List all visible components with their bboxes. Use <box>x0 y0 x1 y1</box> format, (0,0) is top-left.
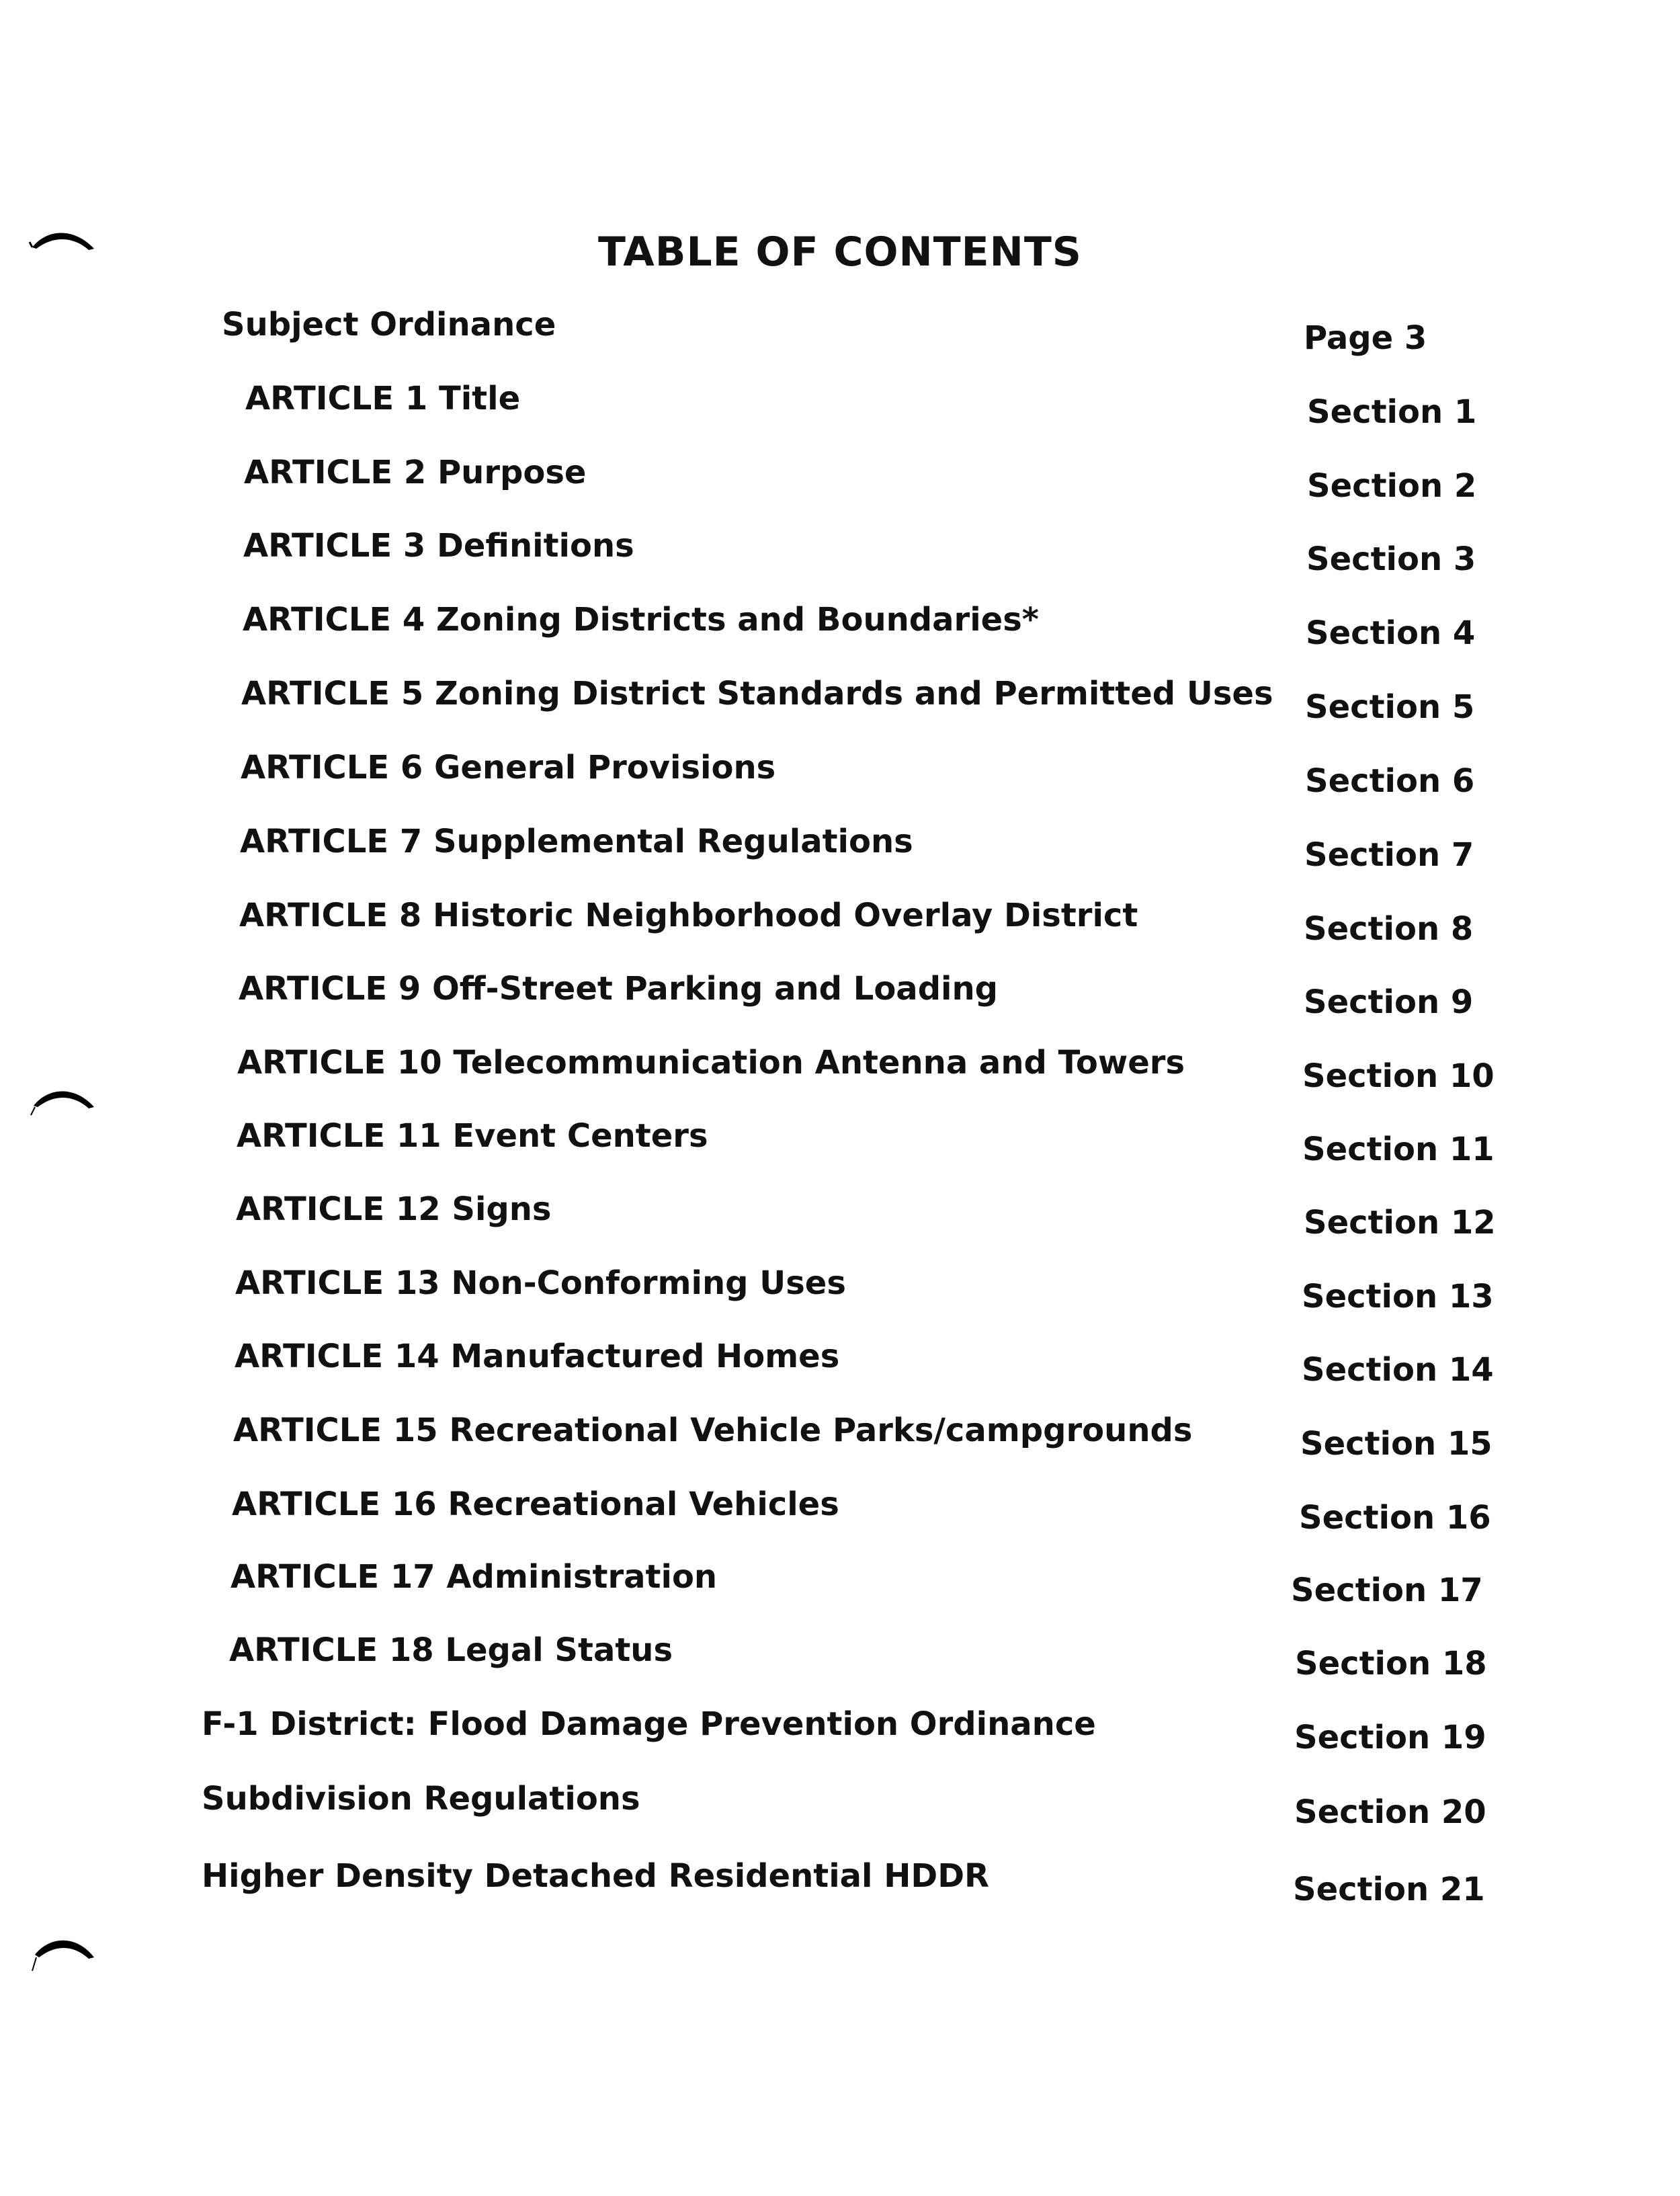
toc-entry-ref: Section 20 <box>1294 1793 1486 1831</box>
toc-entry-ref: Section 17 <box>1291 1572 1483 1609</box>
toc-entry-label: ARTICLE 13 Non-Conforming Uses <box>235 1264 846 1302</box>
toc-entry-ref: Section 3 <box>1306 540 1476 578</box>
toc-entry-ref: Section 1 <box>1307 393 1477 431</box>
toc-entry-label: ARTICLE 7 Supplemental Regulations <box>240 823 913 860</box>
toc-entry-label: ARTICLE 1 Title <box>245 380 521 417</box>
toc-entry-ref: Section 10 <box>1302 1057 1495 1095</box>
punch-hole-mark-bottom <box>27 1929 101 1976</box>
toc-entry-label: ARTICLE 5 Zoning District Standards and Permitted Uses <box>241 675 1273 713</box>
toc-entry-ref: Section 12 <box>1304 1204 1496 1242</box>
toc-entry-label: ARTICLE 6 General Provisions <box>241 749 776 786</box>
toc-entry-ref: Section 4 <box>1306 614 1476 652</box>
toc-entry-label: ARTICLE 18 Legal Status <box>229 1631 673 1669</box>
toc-entry-ref: Section 21 <box>1293 1871 1485 1908</box>
toc-entry-label: ARTICLE 3 Definitions <box>243 527 634 565</box>
toc-entry-ref: Page 3 <box>1304 319 1427 357</box>
toc-entry-ref: Section 16 <box>1299 1499 1491 1537</box>
toc-entry-ref: Section 8 <box>1304 910 1474 948</box>
toc-entry-label: ARTICLE 17 Administration <box>230 1558 718 1596</box>
toc-entry-label: ARTICLE 8 Historic Neighborhood Overlay District <box>239 897 1138 934</box>
toc-entry-ref: Section 6 <box>1305 762 1475 800</box>
toc-entry-label: ARTICLE 10 Telecommunication Antenna and Towers <box>237 1044 1185 1082</box>
toc-entry-label: ARTICLE 4 Zoning Districts and Boundaries* <box>243 601 1039 639</box>
toc-entry-label: Subdivision Regulations <box>202 1780 640 1818</box>
toc-entry-ref: Section 19 <box>1294 1719 1486 1756</box>
toc-entry-ref: Section 9 <box>1304 983 1474 1021</box>
toc-entry-label: F-1 District: Flood Damage Prevention Ordinance <box>202 1705 1096 1743</box>
toc-entry-label: Higher Density Detached Residential HDDR <box>202 1857 990 1895</box>
toc-entry-label: ARTICLE 12 Signs <box>236 1190 552 1228</box>
punch-hole-mark-middle <box>27 1079 101 1119</box>
toc-entry-ref: Section 2 <box>1307 467 1477 505</box>
toc-entry-label: ARTICLE 2 Purpose <box>244 454 587 491</box>
toc-entry-ref: Section 14 <box>1302 1351 1494 1389</box>
toc-entry-ref: Section 18 <box>1295 1645 1487 1682</box>
toc-entry-ref: Section 15 <box>1300 1425 1493 1463</box>
toc-entry-label: ARTICLE 16 Recreational Vehicles <box>232 1486 839 1523</box>
toc-entry-ref: Section 5 <box>1305 688 1475 726</box>
toc-entry-label: ARTICLE 11 Event Centers <box>237 1117 708 1155</box>
toc-entry-ref: Section 11 <box>1302 1131 1495 1168</box>
page-title: TABLE OF CONTENTS <box>598 229 1082 276</box>
toc-entry-ref: Section 7 <box>1304 836 1474 874</box>
toc-entry-label: ARTICLE 15 Recreational Vehicle Parks/campgrounds <box>233 1412 1193 1449</box>
toc-entry-ref: Section 13 <box>1302 1278 1494 1315</box>
toc-entry-label: ARTICLE 14 Manufactured Homes <box>235 1338 840 1375</box>
toc-entry-label: Subject Ordinance <box>222 306 556 343</box>
toc-entry-label: ARTICLE 9 Off-Street Parking and Loading <box>239 970 999 1008</box>
